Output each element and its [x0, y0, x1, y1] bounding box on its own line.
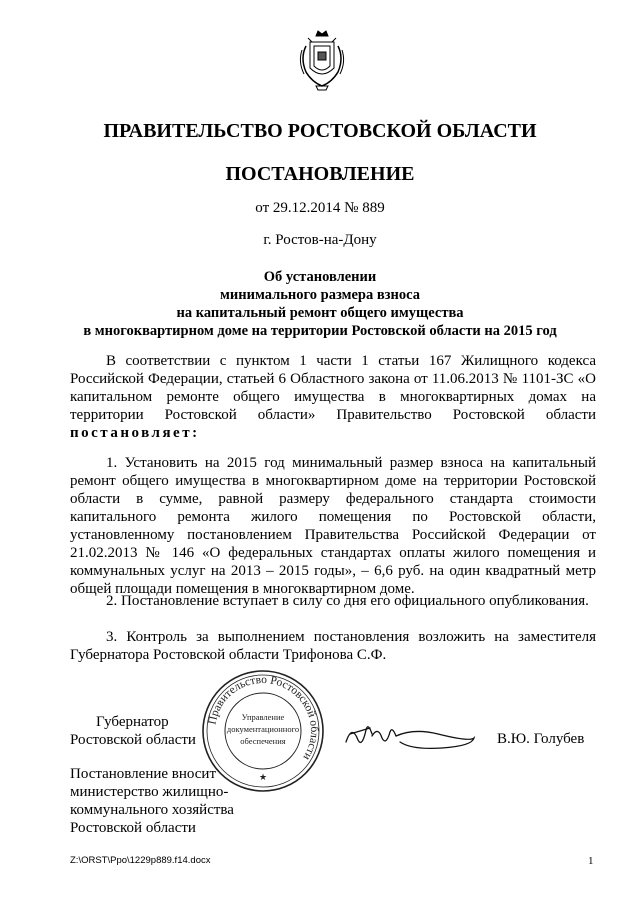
- organization-title: ПРАВИТЕЛЬСТВО РОСТОВСКОЙ ОБЛАСТИ: [103, 120, 537, 142]
- submitted-by-line: министерство жилищно-: [70, 784, 229, 800]
- signer-title-line: Губернатор: [96, 714, 169, 730]
- document-subject: [0, 268, 640, 340]
- subject-line: на капитальный ремонт общего имущества: [176, 305, 464, 321]
- subject-line: в многоквартирном доме на территории Ростовской области на 2015 год: [83, 323, 557, 339]
- preamble-text: В соответствии с пунктом 1 части 1 статьи 167 Жилищного кодекса Российской Федерации, статьей 6 Областного закона от 11.06.2013 № 1101-ЗС «О капитальном ремонте общего имущества в многоквартирных домах на территории Ростовской области» Правительство Ростовской области: [70, 353, 596, 423]
- handwritten-signature: [342, 716, 478, 756]
- document-type-title: ПОСТАНОВЛЕНИЕ: [225, 163, 415, 185]
- page-number: 1: [588, 855, 594, 867]
- item-2-paragraph: 2. Постановление вступает в силу со дня его официального опубликования.: [106, 593, 589, 609]
- footer-file-path: Z:\ORST\Ppo\1229p889.f14.docx: [70, 855, 211, 866]
- preamble-paragraph: [70, 352, 596, 442]
- submitted-by-line: Ростовской области: [70, 820, 196, 836]
- subject-line: минимального размера взноса: [220, 287, 420, 303]
- stamp-center-line: Управление: [241, 712, 285, 722]
- submitted-by-block: [70, 765, 234, 837]
- stamp-star-icon: ★: [258, 772, 268, 782]
- stamp-center-line: документационного: [226, 724, 300, 734]
- submitted-by-line: коммунального хозяйства: [70, 802, 234, 818]
- item-1-paragraph: 1. Установить на 2015 год минимальный размер взноса на капитальный ремонт общего имущества в многоквартирном доме на территории Ростовской области в сумме, равной размеру федерального стандарта стоимости капитального ремонта жилого помещения по Ростовской области, установленному постановлением Правительства Российской Федерации от 21.02.2013 № 146 «О федеральных стандартах оплаты жилого помещения и коммунальных услуг на 2013 – 2015 годы», – 6,6 руб. на один квадратный метр общей площади помещения в многоквартирном доме.: [70, 455, 596, 597]
- city-line: г. Ростов-на-Дону: [263, 232, 377, 248]
- date-and-number: от 29.12.2014 № 889: [255, 200, 385, 216]
- item-3-paragraph: 3. Контроль за выполнением постановления возложить на заместителя Губернатора Ростовской области Трифонова С.Ф.: [70, 629, 596, 663]
- signer-title: [70, 713, 196, 749]
- signer-title-line: Ростовской области: [70, 732, 196, 748]
- stamp-ring-text: Правительство Ростовской области: [206, 673, 321, 763]
- subject-line: Об установлении: [263, 269, 377, 285]
- submitted-by-line: Постановление вносит: [70, 766, 217, 782]
- stamp-center-line: обеспечения: [240, 736, 286, 746]
- coat-of-arms-emblem: [296, 28, 348, 92]
- signer-name: В.Ю. Голубев: [497, 731, 585, 747]
- decree-word: постановляет:: [70, 425, 200, 441]
